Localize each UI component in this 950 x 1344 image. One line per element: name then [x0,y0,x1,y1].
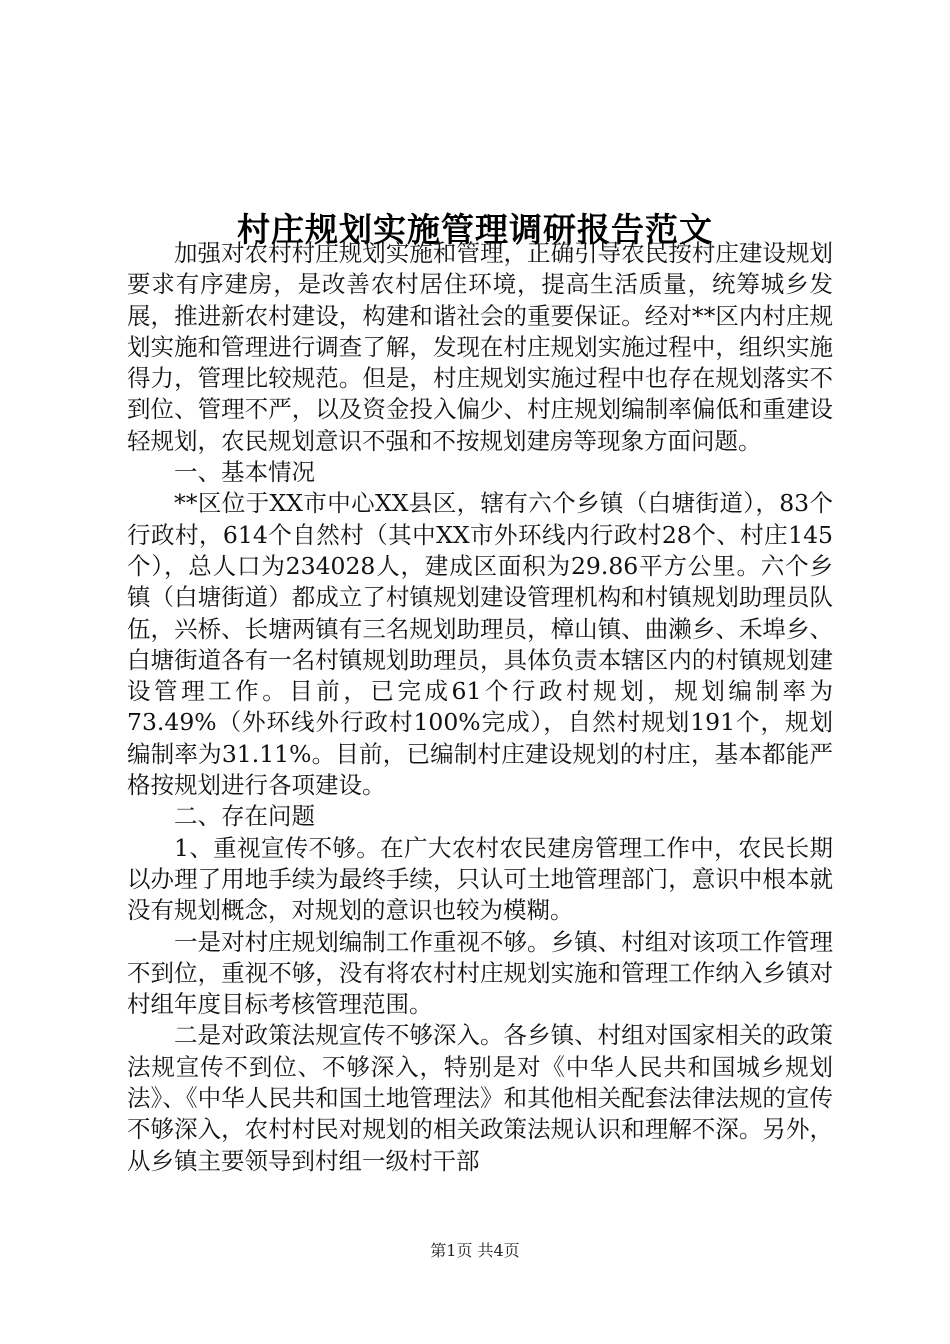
document-title: 村庄规划实施管理调研报告范文 [237,210,713,250]
paragraph-basic-situation: **区位于XX市中心XX县区，辖有六个乡镇（白塘街道），83个行政村，614个自然村（其中XX市外环线内行政村28个、村庄145个），总人口为234028人，建成区面积为29.86平方公里。六个乡镇（白塘街道）都成立了村镇规划建设管理机构和村镇规划助理员队伍，兴桥、长塘两镇有三名规划助理员，樟山镇、曲濑乡、禾埠乡、白塘街道各有一名村镇规划助理员，具体负责本辖区内的村镇规划建设管理工作。目前，已完成61个行政村规划，规划编制率为73.49%（外环线外行政村100%完成），自然村规划191个，规划编制率为31.11%。目前，已编制村庄建设规划的村庄，基本都能严格按规划进行各项建设。 [127,489,833,800]
paragraph-problem-1a: 一是对村庄规划编制工作重视不够。乡镇、村组对该项工作管理不到位，重视不够，没有将农村村庄规划实施和管理工作纳入乡镇对村组年度目标考核管理范围。 [127,927,833,1019]
section-heading-basic-situation: 一、基本情况 [174,458,315,487]
paragraph-problem-1b: 二是对政策法规宣传不够深入。各乡镇、村组对国家相关的政策法规宣传不到位、不够深入，特别是对《中华人民共和国城乡规划法》、《中华人民共和国土地管理法》和其他相关配套法律法规的宣传不够深入，农村村民对规划的相关政策法规认识和理解不深。另外，从乡镇主要领导到村组一级村干部 [127,1021,833,1175]
section-heading-problems: 二、存在问题 [174,802,315,831]
paragraph-problem-1: 1、重视宣传不够。在广大农村农民建房管理工作中，农民长期以办理了用地手续为最终手续，只认可土地管理部门，意识中根本就没有规划概念，对规划的意识也较为模糊。 [127,833,833,925]
page-footer: 第1页 共4页 [430,1241,520,1260]
document-body [127,238,833,1177]
paragraph-intro: 加强对农村村庄规划实施和管理，正确引导农民按村庄建设规划要求有序建房，是改善农村居住环境，提高生活质量，统筹城乡发展，推进新农村建设，构建和谐社会的重要保证。经对**区内村庄规划实施和管理进行调查了解，发现在村庄规划实施过程中，组织实施得力，管理比较规范。但是，村庄规划实施过程中也存在规划落实不到位、管理不严，以及资金投入偏少、村庄规划编制率偏低和重建设轻规划，农民规划意识不强和不按规划建房等现象方面问题。 [127,239,833,455]
